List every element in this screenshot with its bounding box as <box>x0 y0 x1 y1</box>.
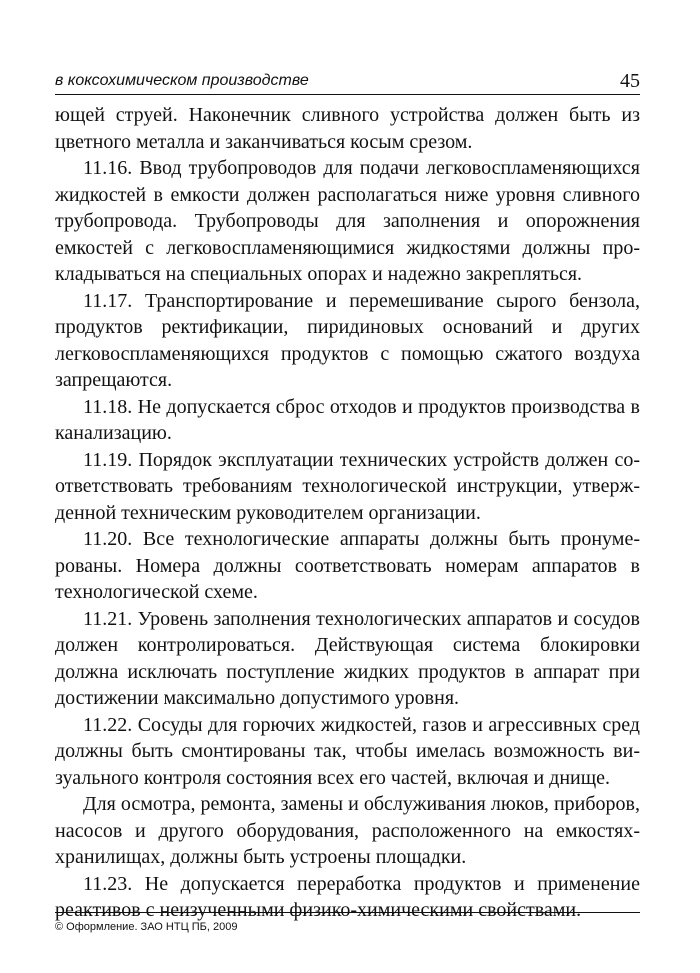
paragraph-continuation: ющей струей. Наконечник сливного устройства должен быть из цветного металла и заканчиваться косым срезом. <box>55 104 640 153</box>
running-title: в коксохимическом производстве <box>55 72 309 89</box>
body-text <box>55 102 640 924</box>
paragraph-11-22-continued: Для осмотра, ремонта, замены и обслуживания люков, приборов, насосов и другого оборудования, расположенного на емкостях-хранилищах, должны быть устроены площадки. <box>55 793 640 868</box>
paragraph-11-20: 11.20. Все технологические аппараты должны быть пронумерованы. Номера должны соответствовать номерам аппаратов в технологической схеме. <box>55 528 640 603</box>
page-header <box>55 70 640 95</box>
paragraph-11-22: 11.22. Сосуды для горючих жидкостей, газов и агрессивных сред должны быть смонтированы так, чтобы имелась возможность визуального контроля состояния всех его частей, включая и днище. <box>55 713 640 789</box>
copyright-notice: © Оформление. ЗАО НТЦ ПБ, 2009 <box>55 921 238 933</box>
paragraph-11-18: 11.18. Не допускается сброс отходов и продуктов производства в канализацию. <box>55 395 640 444</box>
paragraph-11-23: 11.23. Не допускается переработка продуктов и применение реактивов с неизученными физико-химическими свойствами. <box>55 872 640 921</box>
paragraph-11-16: 11.16. Ввод трубопроводов для подачи легковоспламеняющихся жидкостей в емкости должен располагаться ниже уровня сливного трубопровода. Трубопроводы для заполнения и опорожнения емкостей с легковоспламеняющимися жидкостями должны прокладываться на специальных опорах и надежно закрепляться. <box>55 157 640 285</box>
paragraph-11-19: 11.19. Порядок эксплуатации технических устройств должен соответствовать требованиям технологической инструкции, утвержденной техническим руководителем организации. <box>55 448 640 524</box>
page-number: 45 <box>620 70 640 92</box>
book-page <box>55 70 640 950</box>
page-footer <box>55 912 640 935</box>
paragraph-11-17: 11.17. Транспортирование и перемешивание сырого бензола, продуктов ректификации, пиридиновых оснований и других легковоспламеняющихся продуктов с помощью сжатого воздуха запрещаются. <box>55 289 640 391</box>
paragraph-11-21: 11.21. Уровень заполнения технологических аппаратов и сосудов должен контролироваться. Действующая система блокировки должна исключать поступление жидких продуктов в аппарат при достижении максимально допустимого уровня. <box>55 607 640 709</box>
